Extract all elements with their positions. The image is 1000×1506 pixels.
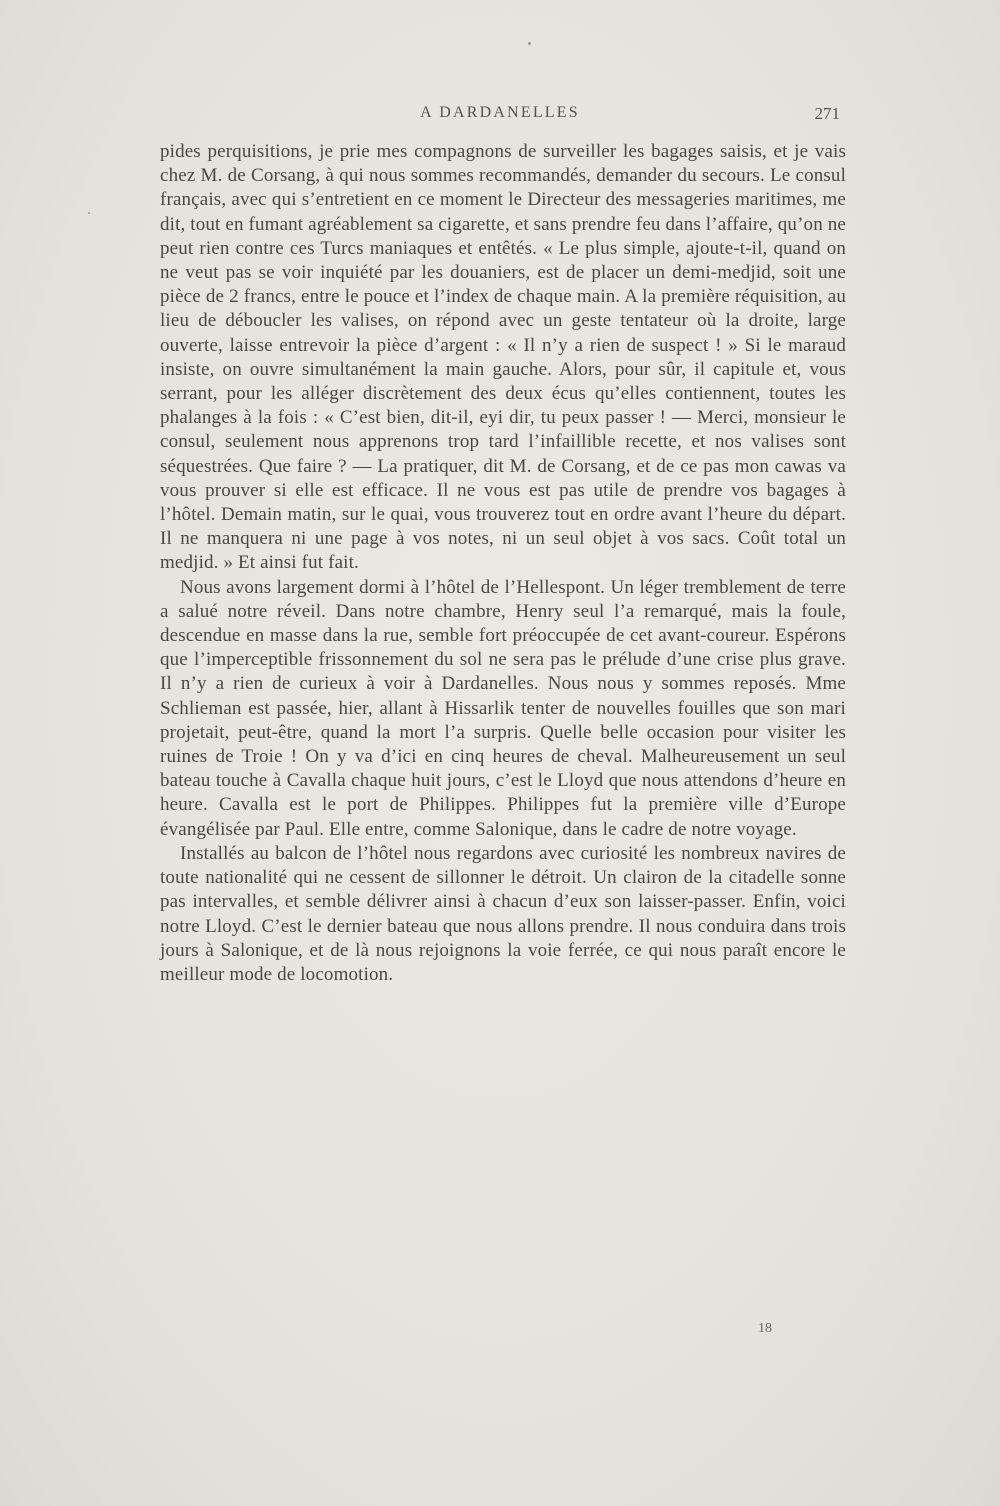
running-title: A DARDANELLES <box>420 104 580 121</box>
paragraph: Nous avons largement dormi à l’hôtel de l’Hellespont. Un léger tremblement de terre a salué notre réveil. Dans notre chambre, Henry seul l’a remarqué, mais la foule, descendue en masse dans la rue, semble fort préoccupée de cet avant-coureur. Espérons que l’imperceptible frissonnement du sol ne sera pas le prélude d’une crise plus grave. Il n’y a rien de curieux à voir à Dardanelles. Nous nous y sommes reposés. Mme Schlieman est passée, hier, allant à Hissarlik tenter de nouvelles fouilles que son mari projetait, peut-être, quand la mort l’a surpris. Quelle belle occasion pour visiter les ruines de Troie ! On y va d’ici en cinq heures de cheval. Malheureusement un seul bateau touche à Cavalla chaque huit jours, c’est le Lloyd que nous attendons d’heure en heure. Cavalla est le port de Philippes. Philippes fut la première ville d’Europe évangélisée par Paul. Elle entre, comme Salonique, dans le cadre de notre voyage. <box>160 576 846 840</box>
page-header <box>160 104 840 128</box>
ink-speck <box>528 42 531 45</box>
page-number: 271 <box>814 104 840 123</box>
body-text <box>160 140 846 987</box>
ink-speck <box>88 212 90 214</box>
signature-mark: 18 <box>758 1321 772 1336</box>
paragraph: Installés au balcon de l’hôtel nous regardons avec curiosité les nombreux navires de toute nationalité qui ne cessent de sillonner le détroit. Un clairon de la citadelle sonne pas intervalles, et semble délivrer ainsi à chacun d’eux son laisser-passer. Enfin, voici notre Lloyd. C’est le dernier bateau que nous allons prendre. Il nous conduira dans trois jours à Salonique, et de là nous rejoignons la voie ferrée, ce qui nous paraît encore le meilleur mode de locomotion. <box>160 842 846 985</box>
paragraph: pides perquisitions, je prie mes compagnons de surveiller les bagages saisis, et je vais chez M. de Corsang, à qui nous sommes recommandés, demander du secours. Le consul français, avec qui s’entretient en ce moment le Directeur des messageries maritimes, me dit, tout en fumant agréablement sa cigarette, et sans prendre feu dans l’affaire, qu’on ne peut rien contre ces Turcs maniaques et entêtés. « Le plus simple, ajoute-t-il, quand on ne veut pas se voir inquiété par les douaniers, est de placer un demi-medjid, soit une pièce de 2 francs, entre le pouce et l’index de chaque main. A la première réquisition, au lieu de déboucler les valises, on répond avec un geste tentateur où la droite, large ouverte, laisse entrevoir la pièce d’argent : « Il n’y a rien de suspect ! » Si le maraud insiste, on ouvre simultanément la main gauche. Alors, pour sûr, il capitule et, vous serrant, pour les alléger discrètement des deux écus qu’elles contiennent, toutes les phalanges à la fois : « C’est bien, dit-il, eyi dir, tu peux passer ! — Merci, monsieur le consul, seulement nous apprenons trop tard l’infaillible recette, et nos valises sont séquestrées. Que faire ? — La pratiquer, dit M. de Corsang, et de ce pas mon cawas va vous prouver si elle est efficace. Il ne vous est pas utile de prendre vos bagages à l’hôtel. Demain matin, sur le quai, vous trouverez tout en ordre avant l’heure du départ. Il ne manquera ni une page à vos notes, ni un seul objet à vos sacs. Coût total un medjid. » Et ainsi fut fait. <box>160 141 846 574</box>
